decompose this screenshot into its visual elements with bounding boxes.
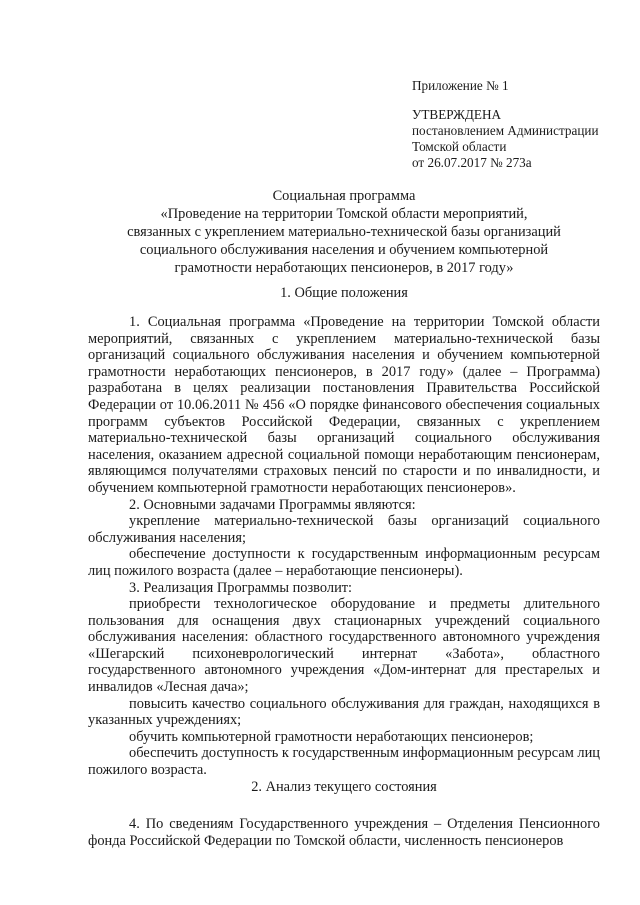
paragraph: повысить качество социального обслуживания для граждан, находящихся в указанных учреждениях; <box>88 695 600 729</box>
title-line-1: Социальная программа <box>272 188 416 204</box>
title-line-2: «Проведение на территории Томской области мероприятий, <box>160 206 528 222</box>
approval-block <box>412 78 632 171</box>
approval-date: от 26.07.2017 № 273а <box>412 155 532 170</box>
paragraph: приобрести технологическое оборудование и предметы длительного пользования для оснащения двух стационарных учреждений социального обслуживания населения: областного государственного автономного учреждения «Шегарский психоневрологический интернат «Забота», областного государственного автономного учреждения «Дом-интернат для престарелых и инвалидов «Лесная дача»; <box>88 596 600 696</box>
paragraph: 2. Основными задачами Программы являются: <box>129 496 416 513</box>
title-line-3: связанных с укреплением материально-технической базы организаций <box>127 224 561 240</box>
annex-label: Приложение № 1 <box>412 78 509 93</box>
paragraph: укрепление материально-технической базы организаций социального обслуживания населения; <box>88 513 600 546</box>
section-1-body <box>88 314 600 779</box>
section-1-heading: 1. Общие положения <box>280 285 408 301</box>
paragraph: 1. Социальная программа «Проведение на территории Томской области мероприятий, связанных с укреплением материально-технической базы организаций социального обслуживания населения и обучением компьютерной грамотности неработающих пенсионеров, в 2017 году» (далее – Программа) разработана в целях реализации постановления Правительства Российской Федерации от 10.06.2011 № 456 «О порядке финансового обеспечения социальных программ субъектов Российской Федерации, связанных с укреплением материально-технической базы организаций социального обслуживания населения, оказанием адресной социальной помощи неработающим пенсионерам, являющимся получателями страховых пенсий по старости и по инвалидности, и обучением компьютерной грамотности неработающих пенсионеров». <box>88 314 600 496</box>
paragraph: 4. По сведениям Государственного учреждения – Отделения Пенсионного фонда Российской Федерации по Томской области, численность пенсионеров <box>88 816 600 849</box>
section-2-heading: 2. Анализ текущего состояния <box>251 779 437 795</box>
approval-line-1: постановлением Администрации <box>412 123 599 138</box>
approval-line-2: Томской области <box>412 139 507 154</box>
title-line-4: социального обслуживания населения и обучением компьютерной <box>139 242 549 258</box>
paragraph: обучить компьютерной грамотности неработающих пенсионеров; <box>129 728 534 745</box>
section-2-body <box>88 816 600 849</box>
title-line-5: грамотности неработающих пенсионеров, в 2017 году» <box>174 260 514 276</box>
paragraph: обеспечение доступности к государственным информационным ресурсам лиц пожилого возраста (далее – неработающие пенсионеры). <box>88 546 600 579</box>
paragraph: 3. Реализация Программы позволит: <box>129 579 353 596</box>
document-title <box>88 187 600 277</box>
paragraph: обеспечить доступность к государственным информационным ресурсам лиц пожилого возраста. <box>88 745 600 779</box>
approved-label: УТВЕРЖДЕНА <box>412 107 502 122</box>
